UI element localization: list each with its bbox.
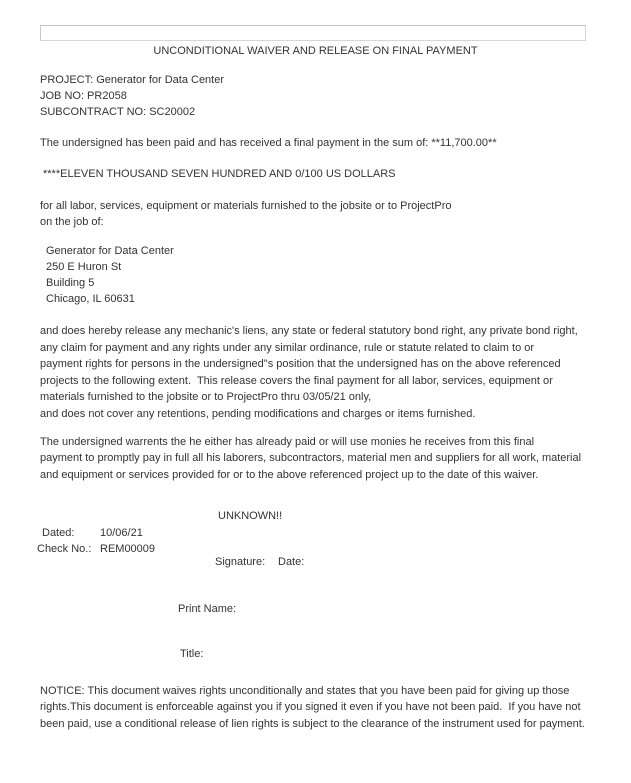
release-line: payment rights for persons in the undersigned"s position that the undersigned has on the above referenced bbox=[40, 358, 561, 370]
notice-line: NOTICE: This document waives rights unconditionally and states that you have been paid for giving up those bbox=[40, 685, 570, 697]
check-no-value: REM00009 bbox=[100, 543, 156, 555]
warranty-line: The undersigned warrents the he either has already paid or will use monies he receives from this final bbox=[40, 436, 535, 448]
release-line: any claim for payment and any rights under any similar ordinance, rule or statute related to claim to or bbox=[40, 342, 535, 354]
check-no-label: Check No.: bbox=[37, 543, 92, 555]
title-label: Title: bbox=[180, 648, 204, 660]
warranty-line: and equipment or services provided for or to the above referenced project up to the date of this waiver. bbox=[40, 469, 539, 481]
release-line: and does not cover any retentions, pending modifications and charges or items furnished. bbox=[40, 408, 476, 420]
print-name-label: Print Name: bbox=[178, 603, 237, 615]
payment-sum-line: The undersigned has been paid and has received a final payment in the sum of: **11,700.00** bbox=[40, 137, 497, 149]
warranty-line: payment to promptly pay in full all his laborers, subcontractors, material men and suppliers for all work, material bbox=[40, 452, 582, 464]
company-name: UNKNOWN!! bbox=[218, 510, 283, 522]
job-no-line: JOB NO: PR2058 bbox=[40, 90, 127, 102]
furnished-line: on the job of: bbox=[40, 216, 104, 228]
job-address-line: Generator for Data Center bbox=[46, 245, 174, 257]
dated-label: Dated: bbox=[42, 527, 75, 539]
subcontract-no-line: SUBCONTRACT NO: SC20002 bbox=[40, 106, 196, 118]
project-line: PROJECT: Generator for Data Center bbox=[40, 74, 225, 86]
job-address-line: Chicago, IL 60631 bbox=[46, 293, 135, 305]
date-label: Date: bbox=[278, 556, 305, 568]
document-title: UNCONDITIONAL WAIVER AND RELEASE ON FINAL PAYMENT bbox=[153, 45, 478, 57]
furnished-line: for all labor, services, equipment or materials furnished to the jobsite or to ProjectPro bbox=[40, 200, 452, 212]
signature-label: Signature: bbox=[215, 556, 266, 568]
top-text-field[interactable] bbox=[40, 25, 586, 41]
release-line: materials furnished to the jobsite or to ProjectPro thru 03/05/21 only, bbox=[40, 391, 372, 403]
amount-in-words: ****ELEVEN THOUSAND SEVEN HUNDRED AND 0/100 US DOLLARS bbox=[43, 168, 396, 180]
job-address-line: 250 E Huron St bbox=[46, 261, 122, 273]
release-line: and does hereby release any mechanic's liens, any state or federal statutory bond right, any private bond right, bbox=[40, 325, 578, 337]
release-line: projects to the following extent. This release covers the final payment for all labor, services, equipment or bbox=[40, 375, 553, 387]
job-address-line: Building 5 bbox=[46, 277, 95, 289]
dated-value: 10/06/21 bbox=[100, 527, 143, 539]
notice-line: rights.This document is enforceable against you if you signed it even if you have not been paid. If you have not bbox=[40, 701, 581, 713]
notice-line: been paid, use a conditional release of lien rights is subject to the clearance of the instrument used for payment. bbox=[40, 718, 585, 730]
